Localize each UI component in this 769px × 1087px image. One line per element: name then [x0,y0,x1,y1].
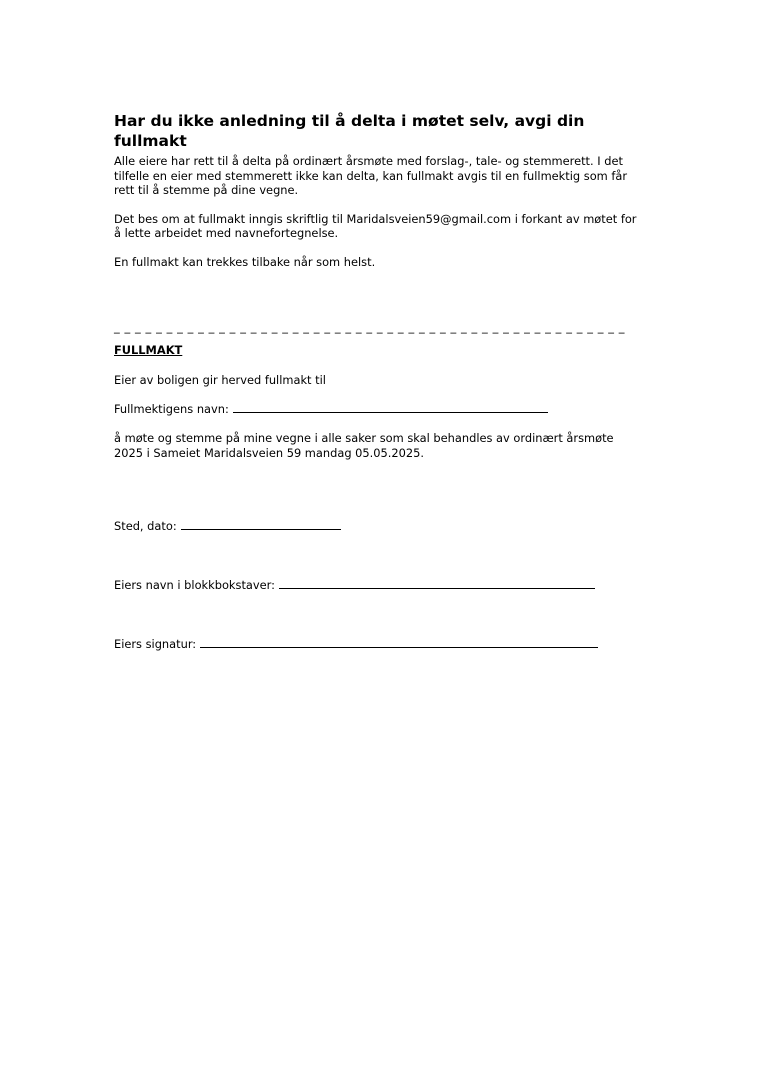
owner-name-label: Eiers navn i blokkbokstaver: [114,578,275,592]
place-date-row [114,519,341,534]
owner-name-field[interactable] [279,578,595,589]
place-date-label: Sted, dato: [114,519,177,533]
signature-label: Eiers signatur: [114,637,197,651]
proxy-name-field[interactable] [233,402,548,413]
document-page [114,111,654,651]
owner-name-row [114,578,595,593]
submission-paragraph: Det bes om at fullmakt inngis skriftlig til Maridalsveien59@gmail.com i forkant av møtet for å lette arbeidet med navnefortegnelse. [114,211,637,241]
signature-field[interactable] [200,637,598,648]
mandate-paragraph: å møte og stemme på mine vegne i alle saker som skal behandles av ordinært årsmøte 2025 i Sameiet Maridalsveien 59 mandag 05.05.2025. [114,431,614,460]
signature-row [114,637,598,652]
place-date-field[interactable] [181,519,341,530]
form-heading: FULLMAKT [114,343,183,357]
revoke-paragraph: En fullmakt kan trekkes tilbake når som helst. [114,254,376,269]
proxy-name-row [114,402,548,417]
page-title: Har du ikke anledning til å delta i møtet selv, avgi din fullmakt [114,112,585,150]
intro-paragraph: Alle eiere har rett til å delta på ordinært årsmøte med forslag-, tale- og stemmerett. I det tilfelle en eier med stemmerett ikke kan delta, kan fullmakt avgis til en fullmektig som får rett til å stemme på dine vegne. [114,154,628,198]
proxy-name-label: Fullmektigens navn: [114,402,229,416]
grant-text: Eier av boligen gir herved fullmakt til [114,373,326,387]
cut-line-separator: _ _ _ _ _ _ _ _ _ _ _ _ _ _ _ _ _ _ _ _ _ _ _ _ _ _ _ _ _ _ _ _ _ _ _ _ _ _ _ _ _ _ _ _ _ _ _ _ _ [114,320,626,334]
